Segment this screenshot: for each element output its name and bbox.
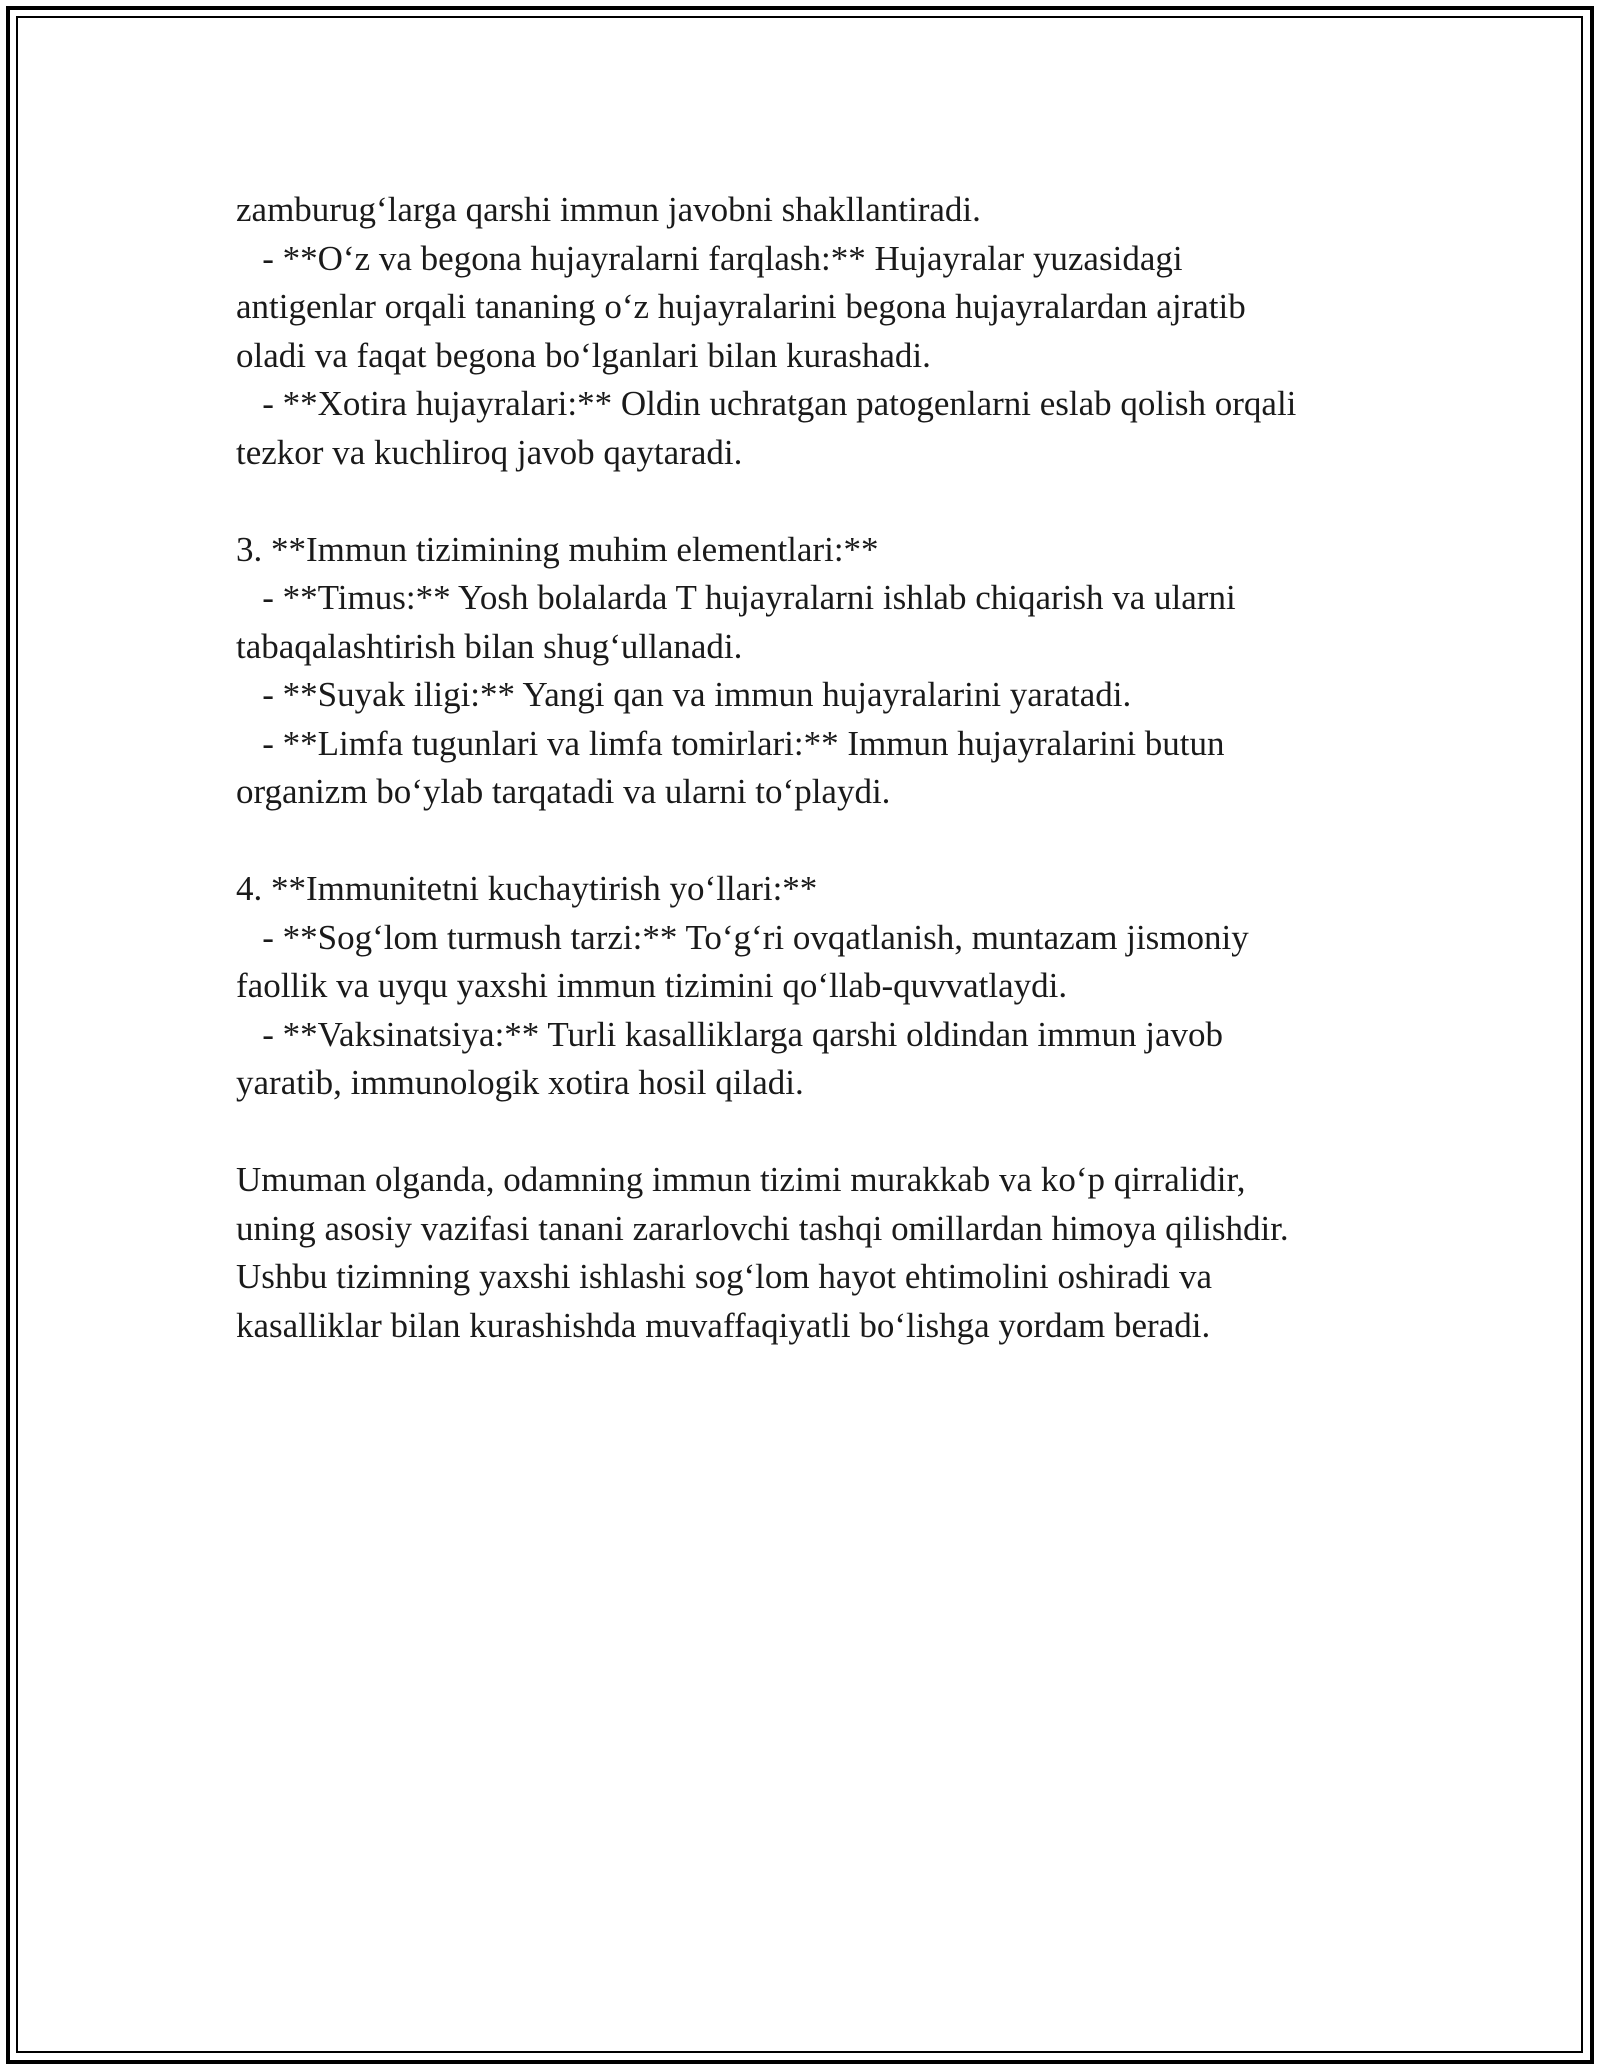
text-line: tabaqalashtirish bilan shug‘ullanadi. — [236, 626, 743, 666]
document-body — [236, 186, 1416, 1350]
text-line: antigenlar orqali tananing o‘z hujayralarini begona hujayralardan ajratib — [236, 287, 1246, 326]
text-line: yaratib, immunologik xotira hosil qiladi. — [236, 1063, 804, 1102]
section-heading: 4. **Immunitetni kuchaytirish yo‘llari:** — [236, 869, 818, 908]
text-line: faollik va uyqu yaxshi immun tizimini qo‘llab-quvvatlaydi. — [236, 966, 1068, 1005]
section-heading: 3. **Immun tizimining muhim elementlari:** — [236, 529, 879, 569]
paragraph-gap — [236, 1108, 1416, 1157]
text-line: - **Limfa tugunlari va limfa tomirlari:** Immun hujayralarini butun — [236, 723, 1225, 763]
text-line: - **O‘z va begona hujayralarni farqlash:** Hujayralar yuzasidagi — [236, 238, 1183, 278]
conclusion-line: kasalliklar bilan kurashishda muvaffaqiyatli bo‘lishga yordam beradi. — [236, 1305, 1211, 1345]
text-line: - **Suyak iligi:** Yangi qan va immun hujayralarini yaratadi. — [236, 675, 1132, 714]
text-line: oladi va faqat begona bo‘lganlari bilan kurashadi. — [236, 335, 931, 375]
text-line: - **Vaksinatsiya:** Turli kasalliklarga qarshi oldindan immun javob — [236, 1014, 1224, 1054]
text-line: zamburug‘larga qarshi immun javobni shakllantiradi. — [236, 190, 981, 229]
conclusion-line: uning asosiy vazifasi tanani zararlovchi tashqi omillardan himoya qilishdir. — [236, 1208, 1289, 1248]
paragraph-gap — [236, 477, 1416, 526]
conclusion-line: Umuman olganda, odamning immun tizimi murakkab va ko‘p qirralidir, — [236, 1160, 1246, 1199]
paragraph-gap — [236, 817, 1416, 866]
text-line: - **Timus:** Yosh bolalarda T hujayralarni ishlab chiqarish va ularni — [236, 578, 1236, 617]
text-line: - **Sog‘lom turmush tarzi:** To‘g‘ri ovqatlanish, muntazam jismoniy — [236, 917, 1249, 957]
text-line: tezkor va kuchliroq javob qaytaradi. — [236, 432, 743, 472]
text-line: organizm bo‘ylab tarqatadi va ularni to‘playdi. — [236, 772, 891, 811]
text-line: - **Xotira hujayralari:** Oldin uchratgan patogenlarni eslab qolish orqali — [236, 384, 1297, 423]
conclusion-line: Ushbu tizimning yaxshi ishlashi sog‘lom hayot ehtimolini oshiradi va — [236, 1257, 1213, 1296]
